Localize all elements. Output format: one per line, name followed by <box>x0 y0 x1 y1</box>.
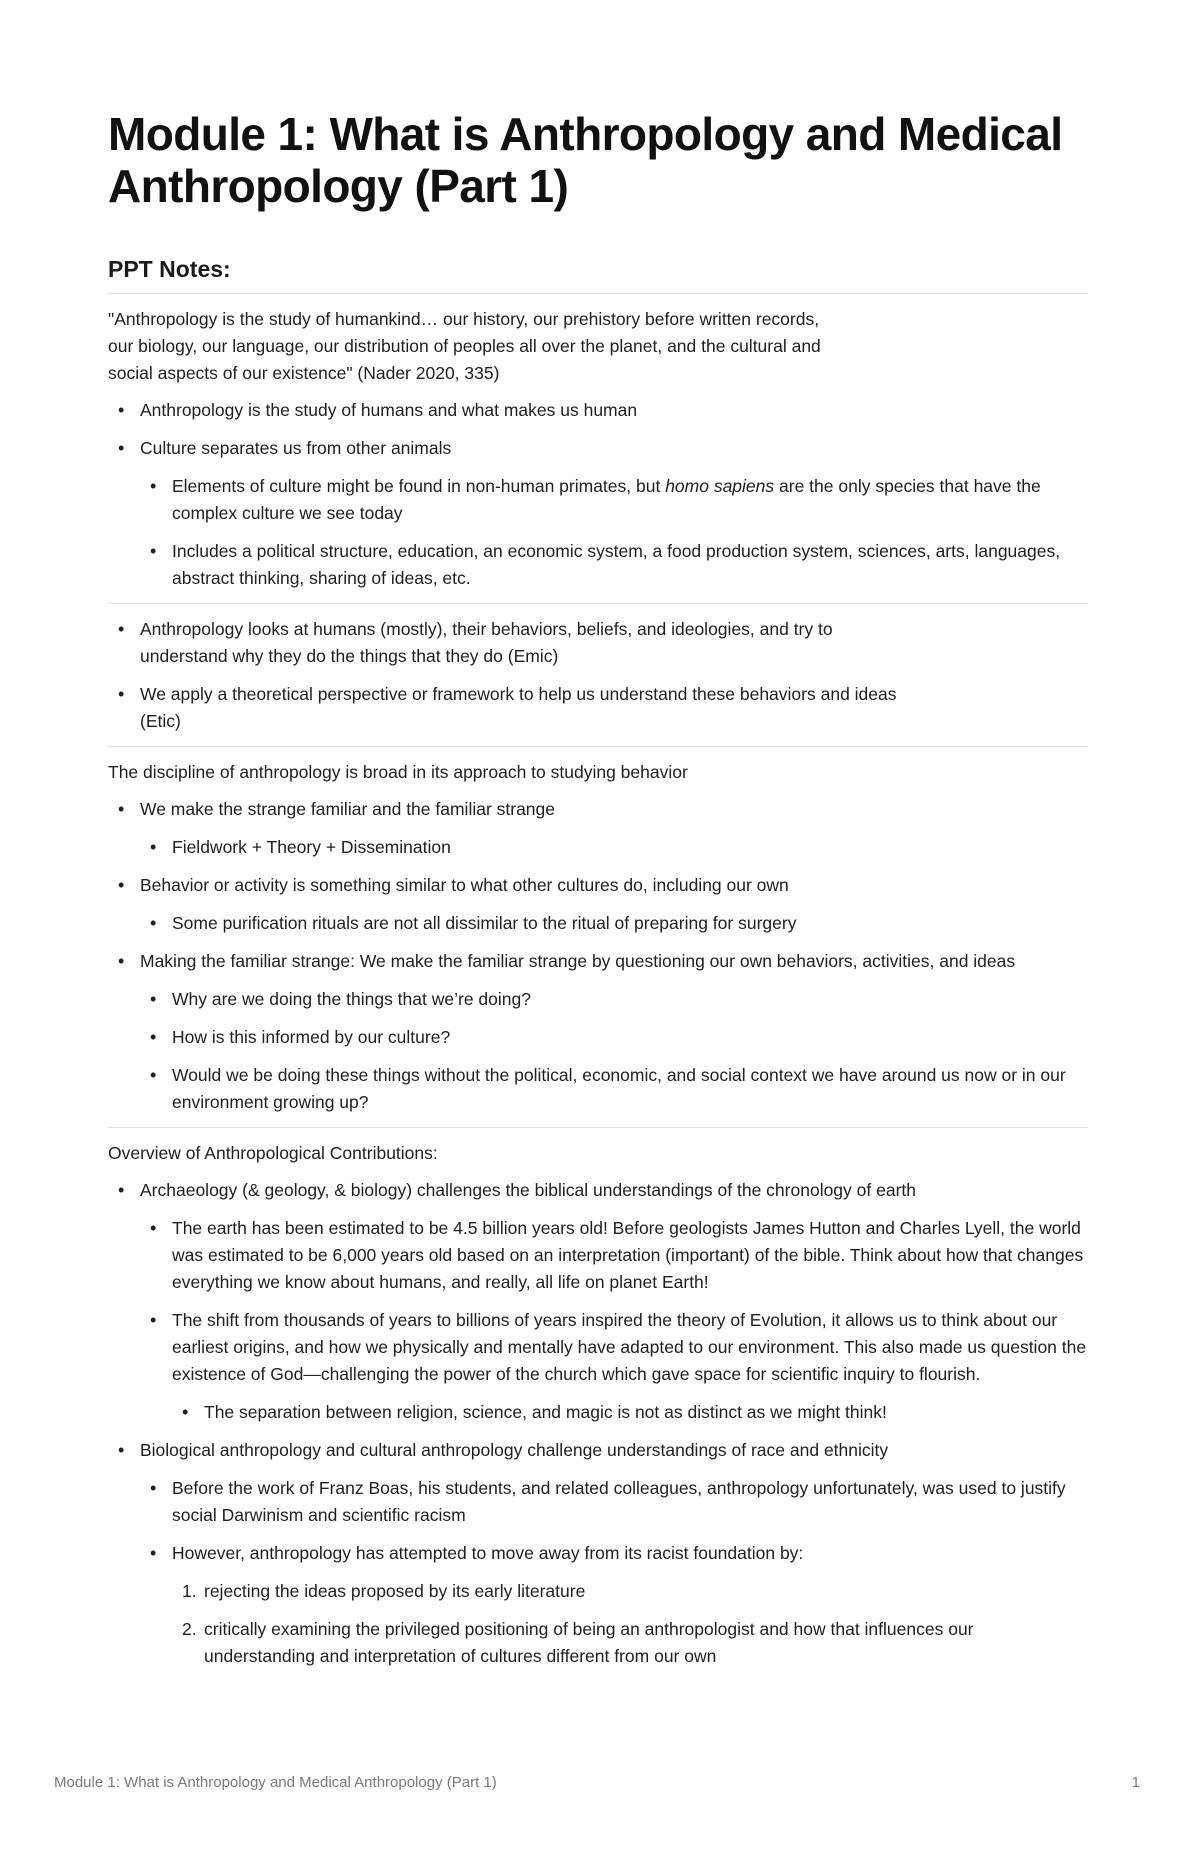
text-run: Elements of culture might be found in non-human primates, but <box>172 476 666 496</box>
list-item: • Includes a political structure, education, an economic system, a food production system, sciences, arts, languages, abstract thinking, sharing of ideas, etc. <box>140 538 1088 592</box>
bullet-list-3 <box>108 796 1088 1116</box>
page-number: 1 <box>1131 1774 1140 1791</box>
quote-paragraph: "Anthropology is the study of humankind… our history, our prehistory before written records, our biology, our language, our distribution of peoples all over the planet, and the cultural and social aspects of our existence" (Nader 2020, 335) <box>108 309 821 383</box>
list-item: • The earth has been estimated to be 4.5 billion years old! Before geologists James Hutton and Charles Lyell, the world was estimated to be 6,000 years old based on an interpretation (important) of the bible. Think about how that changes everything we know about humans, and really, all life on planet Earth! <box>140 1215 1088 1296</box>
list-item: • However, anthropology has attempted to move away from its racist foundation by: <box>140 1540 1088 1567</box>
item-number: 2. <box>182 1619 197 1639</box>
bullet-list-4 <box>108 1177 1088 1567</box>
list-item: • Biological anthropology and cultural anthropology challenge understandings of race and ethnicity <box>108 1437 1088 1464</box>
item-text: critically examining the privileged positioning of being an anthropologist and how that influences our understanding and interpretation of cultures different from our own <box>204 1619 974 1666</box>
list-item <box>140 473 1088 527</box>
numbered-item <box>108 1578 1088 1605</box>
list-item: • Some purification rituals are not all dissimilar to the ritual of preparing for surgery <box>140 910 1088 937</box>
page-footer <box>54 1774 1140 1798</box>
list-item: • The separation between religion, science, and magic is not as distinct as we might think! <box>172 1399 1088 1426</box>
paragraph: Overview of Anthropological Contributions: <box>108 1143 438 1163</box>
list-item: • Making the familiar strange: We make the familiar strange by questioning our own behaviors, activities, and ideas <box>108 948 1088 975</box>
list-item: • Anthropology is the study of humans and what makes us human <box>108 397 1088 424</box>
list-item: • We apply a theoretical perspective or framework to help us understand these behaviors and ideas (Etic) <box>108 681 900 735</box>
list-item: • Anthropology looks at humans (mostly), their behaviors, beliefs, and ideologies, and try to understand why they do the things that they do (Emic) <box>108 616 900 670</box>
list-item: • The shift from thousands of years to billions of years inspired the theory of Evolution, it allows us to think about our earliest origins, and how we physically and mentally have adapted to our environment. This also made us question the existence of God—challenging the power of the church which gave space for scientific inquiry to flourish. <box>140 1307 1088 1388</box>
item-number: 1. <box>182 1581 197 1601</box>
list-item: • Why are we doing the things that we’re doing? <box>140 986 1088 1013</box>
list-item: • Would we be doing these things without the political, economic, and social context we have around us now or in our environment growing up? <box>140 1062 1088 1116</box>
list-item: • How is this informed by our culture? <box>140 1024 1088 1051</box>
item-text: rejecting the ideas proposed by its early literature <box>204 1581 586 1601</box>
list-item: • Archaeology (& geology, & biology) challenges the biblical understandings of the chronology of earth <box>108 1177 1088 1204</box>
divider <box>108 1127 1088 1128</box>
italic-text: homo sapiens <box>665 476 775 496</box>
bullet-list-2 <box>108 616 1088 735</box>
list-item: • Before the work of Franz Boas, his students, and related colleagues, anthropology unfortunately, was used to justify social Darwinism and scientific racism <box>140 1475 1088 1529</box>
paragraph: The discipline of anthropology is broad in its approach to studying behavior <box>108 762 688 782</box>
document-page <box>108 108 1088 1681</box>
divider <box>108 746 1088 747</box>
numbered-list <box>108 1578 1088 1670</box>
list-item: • We make the strange familiar and the familiar strange <box>108 796 1088 823</box>
footer-title: Module 1: What is Anthropology and Medical Anthropology (Part 1) <box>54 1774 497 1791</box>
bullet-list-1 <box>108 397 1088 592</box>
list-item: • Fieldwork + Theory + Dissemination <box>140 834 1088 861</box>
divider <box>108 293 1088 294</box>
section-heading: PPT Notes: <box>108 256 231 282</box>
divider <box>108 603 1088 604</box>
text-run: are the only species that have the complex culture we see today <box>172 476 1041 523</box>
list-item: • Behavior or activity is something similar to what other cultures do, including our own <box>108 872 1088 899</box>
list-item: • Culture separates us from other animals <box>108 435 1088 462</box>
page-title: Module 1: What is Anthropology and Medical Anthropology (Part 1) <box>108 108 1063 212</box>
numbered-item <box>108 1616 1088 1670</box>
